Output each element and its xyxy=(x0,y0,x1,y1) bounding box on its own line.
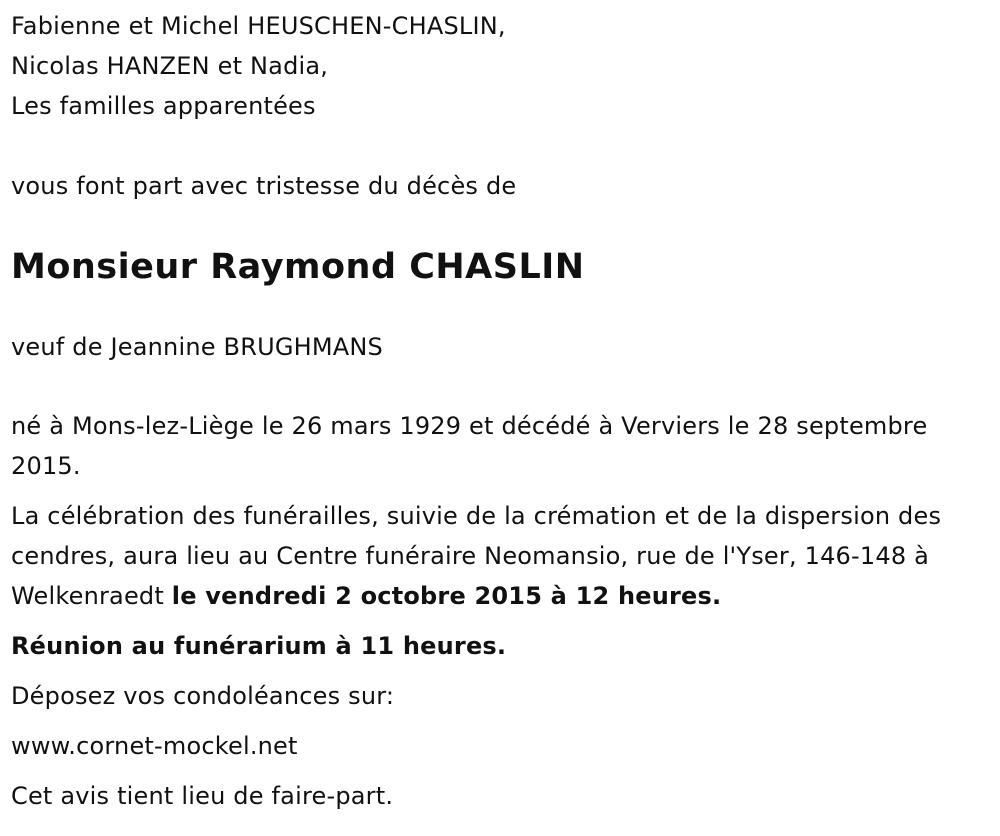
family-line-1: Fabienne et Michel HEUSCHEN-CHASLIN, xyxy=(11,12,506,40)
condolences-label: Déposez vos condoléances sur: xyxy=(11,682,395,710)
deceased-name: Monsieur Raymond CHASLIN xyxy=(11,247,585,287)
funeral-text: La célébration des funérailles, suivie de la crémation et de la dispersion des cendres, aura lieu au Centre funéraire Neomansio, rue de l'Yser, 146-148 à Welkenraedt xyxy=(11,502,942,610)
condolences-link[interactable]: www.cornet-mockel.net xyxy=(11,732,298,760)
family-line-3: Les familles apparentées xyxy=(11,92,316,120)
closing-note: Cet avis tient lieu de faire-part. xyxy=(11,782,394,810)
intro-text: vous font part avec tristesse du décès de xyxy=(11,172,517,200)
widow-of: veuf de Jeannine BRUGHMANS xyxy=(11,333,383,361)
death-notice xyxy=(11,6,986,816)
birth-death-info: né à Mons-lez-Liège le 26 mars 1929 et décédé à Verviers le 28 septembre 2015. xyxy=(11,412,928,480)
funeral-date-time: le vendredi 2 octobre 2015 à 12 heures. xyxy=(171,582,722,610)
funeral-details xyxy=(11,496,986,616)
family-line-2: Nicolas HANZEN et Nadia, xyxy=(11,52,329,80)
gathering-info: Réunion au funérarium à 11 heures. xyxy=(11,632,507,660)
